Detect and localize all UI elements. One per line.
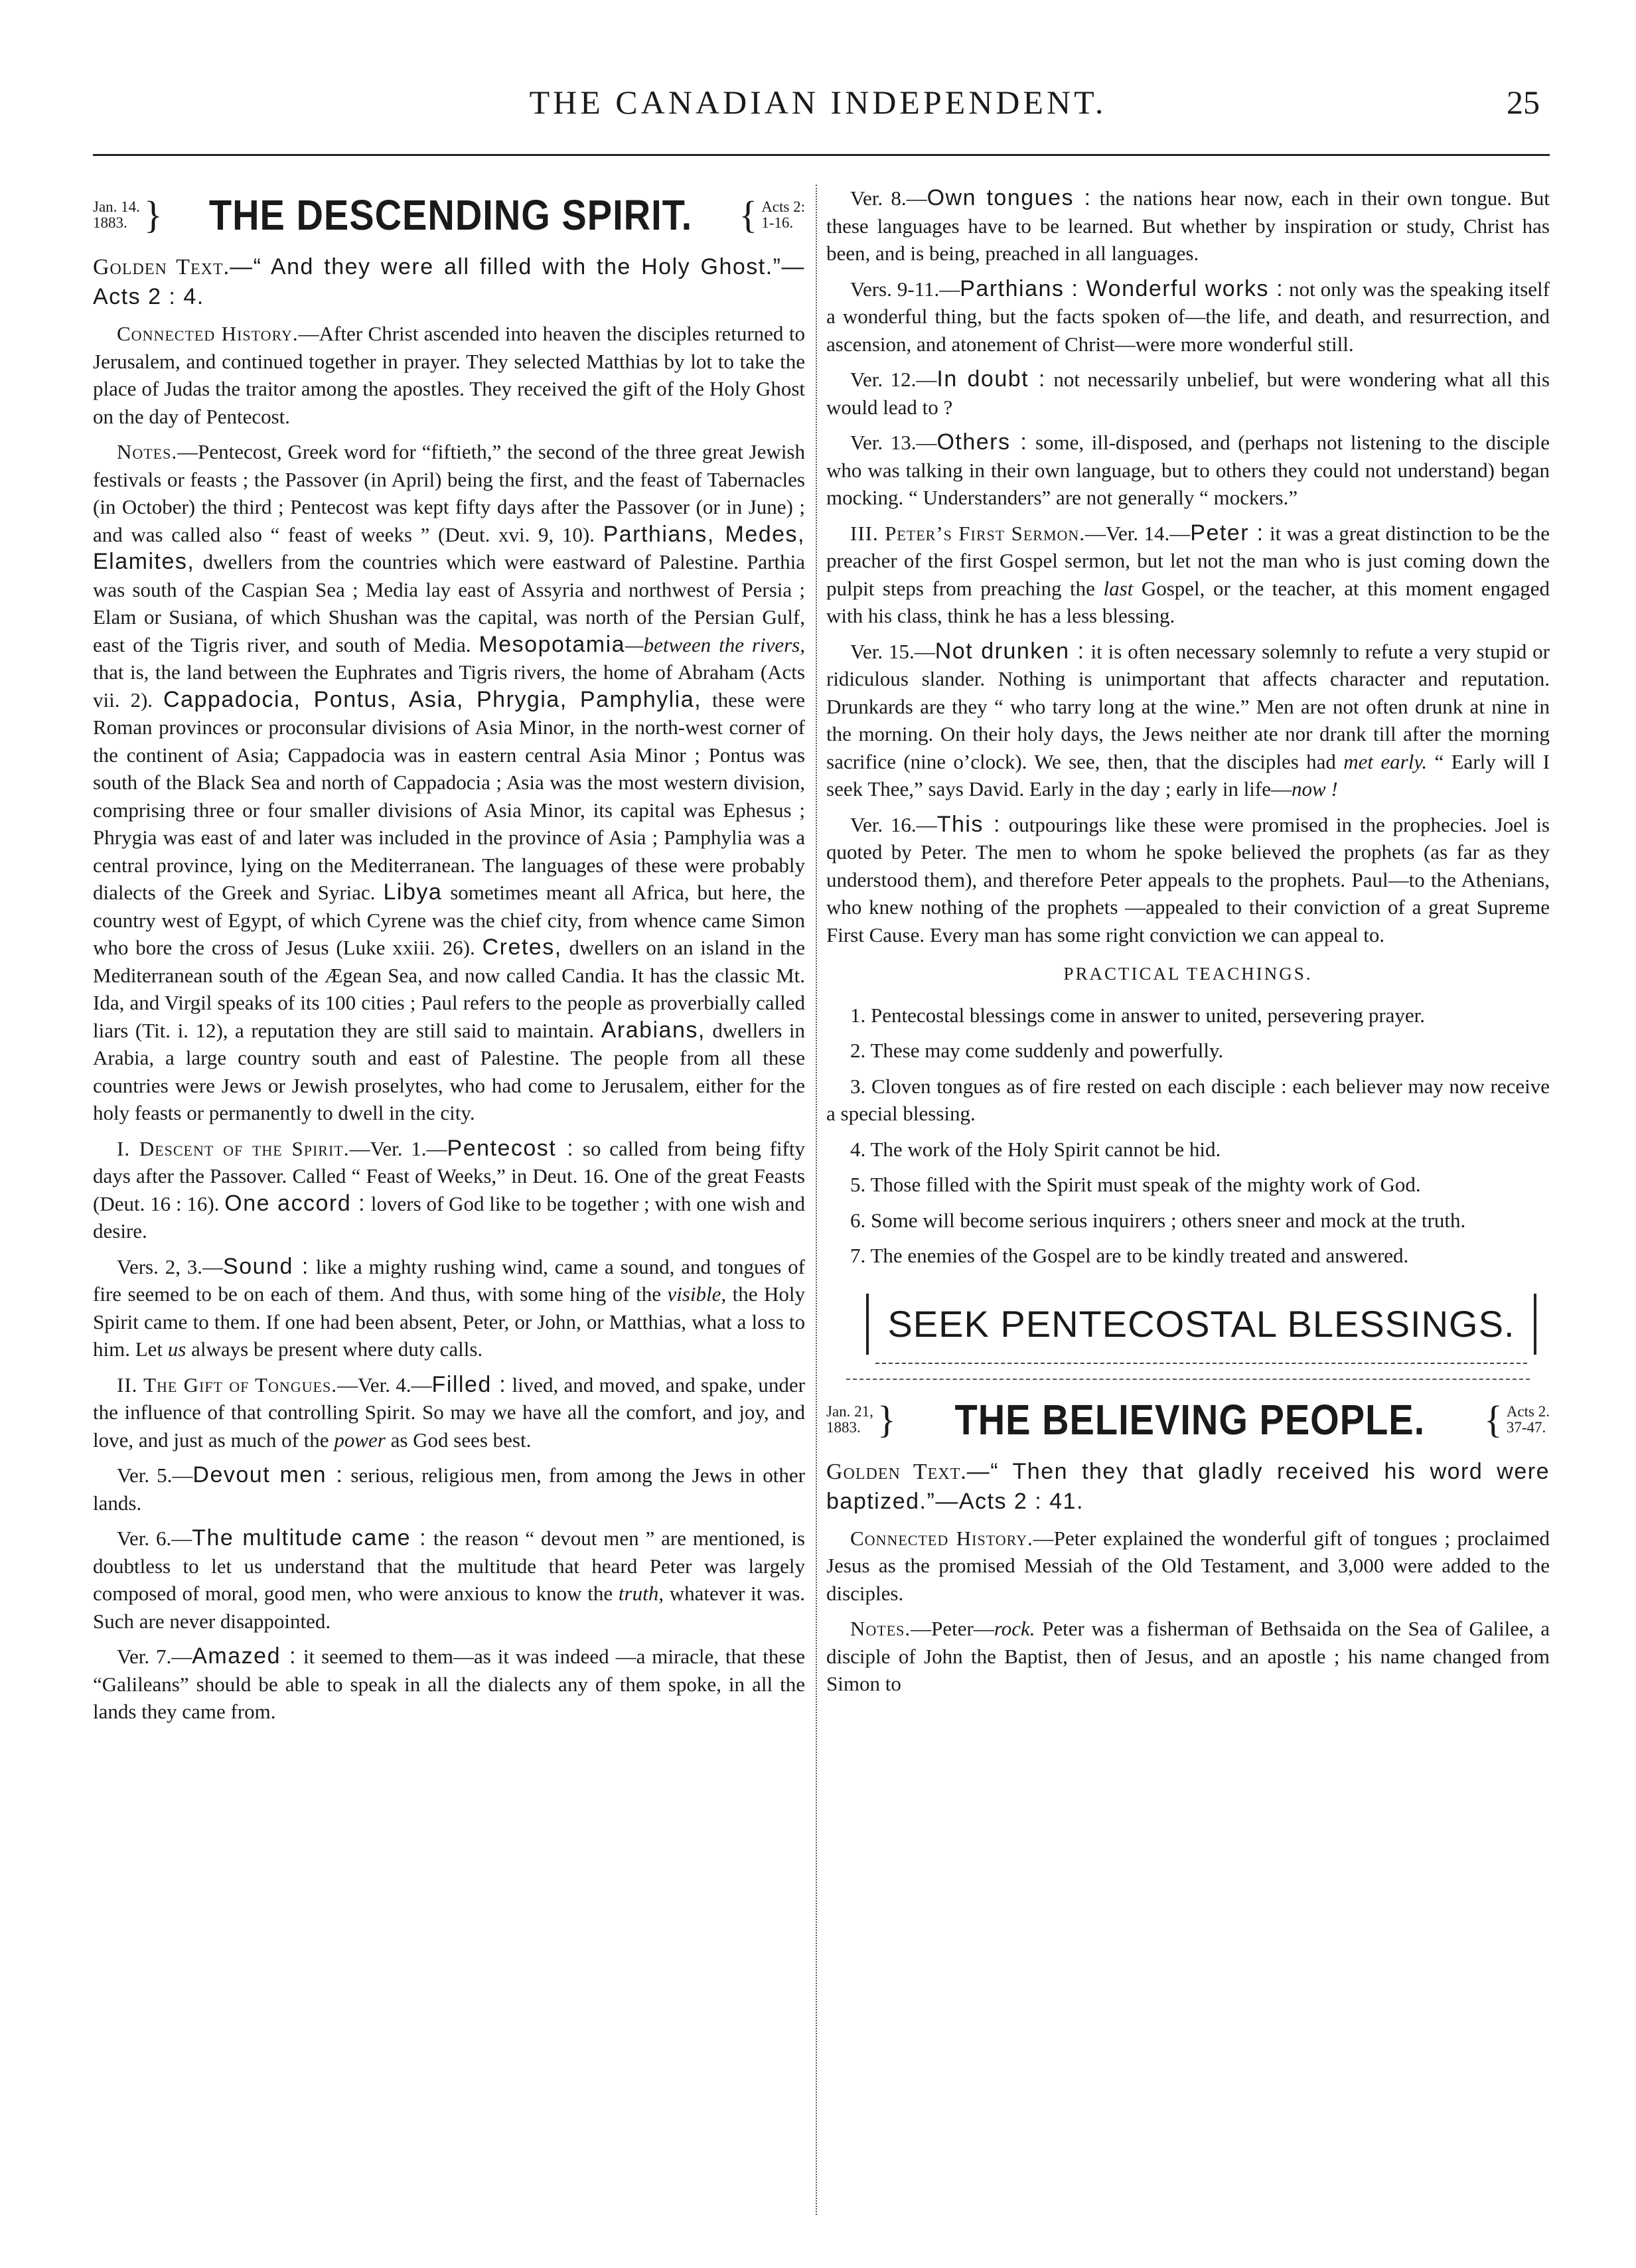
verse-text: not only was the speaking itself a wonderful thing, but the facts spoken of—the life, and death, and resurrection, and ascension, and atonement of Christ—were more wonderful still. [826,277,1550,356]
verse-italic: last [1103,576,1134,600]
verse-ref: Ver. 15.— [850,639,935,663]
left-column [93,185,805,2248]
notes-italic: rock. [994,1617,1035,1640]
section-first-sermon [826,520,1550,630]
verse-text: not necessarily unbelief, but were wondering what all this would lead to ? [826,368,1550,419]
verse-italic: visible, [667,1282,727,1306]
notes-text: Peter was a fisherman of Bethsaida on the Sea of Galilee, a disciple of John the Baptist, then of Jesus, and an apostle ; his name changed from Simon to [826,1617,1550,1695]
lesson-reference [1480,1397,1550,1441]
teaching-item: 1. Pentecostal blessings come in answer to united, persevering prayer. [850,1003,1426,1027]
verse-note [93,1462,805,1517]
verse-text: as God sees best. [385,1428,532,1452]
teaching-item: 4. The work of the Holy Spirit cannot be hid. [850,1137,1221,1161]
running-title: THE CANADIAN INDEPENDENT. [529,84,1107,121]
notes-text: that is, the land between the Euphrates and Tigris rivers, the home of Abraham (Acts vii. 2). [93,660,805,712]
left-brace: { [1483,1397,1503,1441]
right-brace: } [877,1397,896,1441]
running-head [0,83,1636,136]
verse-text: some, ill-disposed, and (perhaps not listening to the disciple who was talking in their own language, but to others they could not understand) began mocking. “ Understanders” are not generally “ mockers.” [826,431,1550,509]
verse-text: it was a great distinction to be the preacher of the first Gospel sermon, but let not the man who is just coming down the pulpit steps from preaching the [826,521,1550,600]
verse-italic: power [334,1428,386,1452]
verse-text: so called from being fifty days after the Passover. Called “ Feast of Weeks,” in Deut. 16. One of the great Feasts (Deut. 16 : 16). [93,1136,805,1215]
lesson-date-month: Jan. 14. [93,198,140,215]
verse-keyword: Parthians : Wonderful works : [960,275,1284,301]
pentecostal-banner: SEEK PENTECOSTAL BLESSINGS. [866,1294,1536,1355]
lesson-title: THE DESCENDING SPIRIT. [208,190,693,239]
lesson-date-year: 1883. [826,1418,861,1436]
notes-text: sometimes meant all Africa, but here, the country west of Egypt, of which Cyrene was the chief city, from whence came Simon who bore the cross of Jesus (Luke xxiii. 26). [93,881,805,959]
left-brace: { [739,193,758,236]
verse-note [826,185,1550,267]
notes-text: these were Roman provinces or proconsular divisions of Asia Minor, in the north-west corner of the continent of Asia; Cappadocia was in eastern central Asia Minor ; Pontus was south of the Black Sea and north of Cappadocia ; Asia was the most western division, comprising three or four smaller divisions of Asia Minor, its capital was Ephesus ; Phrygia was east of and later was included in the province of Asia ; Pamphylia was a central province, lying on the Mediterranean. The languages of these were probably dialects of the Greek and Syriac. [93,688,805,904]
verse-text: lived, and moved, and spake, under the influence of that controlling Spirit. So may we have all the comfort, and joy, and love, and just as much of the [93,1373,805,1452]
verse-ref: —Ver. 4.— [336,1373,432,1397]
lesson-date-year: 1883. [93,214,127,231]
verse-ref: Ver. 6.— [117,1527,192,1550]
section-label: I. Descent of the Spirit. [117,1136,350,1160]
notes-keyword: Arabians, [601,1017,706,1043]
verse-note [826,366,1550,421]
notes-keyword: Cretes, [482,935,562,960]
teaching-item: 2. These may come suddenly and powerfully. [850,1039,1224,1062]
lesson-title: THE BELIEVING PEOPLE. [954,1395,1426,1444]
verse-text: whatever it was. Such are never disappointed. [93,1582,805,1633]
header-rule [93,154,1550,156]
verse-ref: Ver. 5.— [117,1464,193,1487]
verse-note [826,811,1550,949]
verse-note [826,429,1550,512]
connected-history [93,320,805,430]
verse-text: the reason “ devout men ” are mentioned, is doubtless to let us understand that the multitude that heard Peter was largely composed of moral, good men, who were anxious to know the [93,1527,805,1605]
verse-keyword: One accord : [224,1190,366,1216]
verse-keyword: Amazed : [192,1643,297,1669]
right-brace: } [143,193,163,236]
verse-text: it seemed to them—as it was indeed —a miracle, that these “Galileans” should be able to speak in all the dialects any of them spoke, in all the lands they came from. [93,1645,805,1723]
lesson-ref-book: Acts 2. [1506,1402,1550,1420]
verse-ref: —Ver. 14.— [1085,521,1191,545]
teaching-item: 3. Cloven tongues as of fire rested on each disciple : each believer may now receive a special blessing. [826,1074,1550,1125]
notes-text: —Pentecost, Greek word for “fiftieth,” the second of the three great Jewish festivals or feasts ; the Passover (in April) being the first, and the feast of Tabernacles (in October) the third ; Pentecost was kept fifty days after the Passover (or in June) ; and was called also “ feast of weeks ” (Deut. xvi. 9, 10). [93,440,805,546]
verse-note [93,1525,805,1635]
verse-ref: Ver. 12.— [850,368,937,391]
practical-teachings-heading: PRACTICAL TEACHINGS. [1063,964,1313,984]
golden-text [93,252,805,312]
verse-text: like a mighty rushing wind, came a sound, and tongues of fire seemed to be on each of them. And thus, with some hing of the [93,1254,805,1306]
notes-text: dwellers on an island in the Mediterranean south of the Ægean Sea, and now called Candia. It has the classic Mt. Ida, and Virgil speaks of its 100 cities ; Paul refers to the people as proverbially called liars (Tit. i. 12), a reputation they are still said to maintain. [93,936,805,1042]
verse-ref: —Ver. 1.— [349,1136,447,1160]
notes-paragraph [93,438,805,1127]
lesson-ref-verses: 1-16. [761,214,794,231]
verse-note [826,638,1550,803]
lesson-date-month: Jan. 21, [826,1402,873,1420]
section-descent [93,1135,805,1245]
lesson-date [826,1397,900,1441]
notes-text: dwellers in Arabia, a large country south and east of Palestine. The people from all these countries were Jews or Jewish proselytes, who had come to Jerusalem, either for the holy feasts or permanently to dwell in the city. [93,1018,805,1124]
verse-ref: Ver. 8.— [850,187,927,210]
verse-keyword: Not drunken : [934,638,1085,664]
verse-keyword: Filled : [431,1371,507,1397]
lesson-reference [735,193,805,236]
lesson-date [93,193,167,236]
verse-italic: us [167,1337,186,1361]
verse-keyword: In doubt : [936,366,1046,392]
verse-keyword: Pentecost : [447,1135,575,1161]
verse-italic: met early. [1343,749,1428,773]
notes-keyword: Libya [383,879,443,905]
notes-keyword: Mesopotamia [479,631,626,657]
verse-text: outpourings like these were promised in the prophecies. Joel is quoted by Peter. The men to whom he spoke believed the prophets (as far as they understood them), and therefore Peter appeals to the prophets. Paul—to the Athenians, who knew nothing of the prophets —appealed to their conviction of a great Supreme First Cause. Every man has some right conviction we can appeal to. [826,812,1550,946]
notes-label: Notes. [850,1617,911,1640]
verse-keyword: The multitude came : [192,1525,427,1550]
verse-note [93,1643,805,1726]
section-label: II. The Gift of Tongues. [117,1373,337,1397]
connected-history-label: Connected History. [117,322,299,345]
verse-text: the nations hear now, each in their own tongue. But these languages have to be learned. But whether by inspiration or study, Christ has been, and is being, preached in all languages. [826,187,1550,265]
notes-italic: —between the rivers, [625,633,805,656]
verse-text: Gospel, or the teacher, at this moment engaged with his class, think he has a less blessing. [826,576,1550,627]
lesson-heading [93,189,805,242]
teaching-item: 7. The enemies of the Gospel are to be kindly treated and answered. [850,1244,1409,1267]
verse-text: “ Early will I seek Thee,” says David. Early in the day ; early in life— [826,749,1550,800]
golden-text-label: Golden Text. [93,255,230,279]
section-divider [846,1379,1530,1380]
verse-ref: Ver. 7.— [117,1645,192,1668]
verse-keyword: Others : [936,429,1028,455]
notes-text: dwellers from the countries which were eastward of Palestine. Parthia was south of the Caspian Sea ; Media lay east of Assyria and northwest of Persia ; Elam or Susiana, of which Shushan was the capital, was north of the Persian Gulf, east of the Tigris river, and south of Media. [93,550,805,656]
connected-history-label: Connected History. [850,1526,1033,1550]
notes-keyword: Cappadocia, Pontus, Asia, Phrygia, Pamphylia, [163,686,702,712]
golden-text-body: —“ Then they that gladly received his word were baptized.”—Acts 2 : 41. [826,1458,1550,1514]
lesson-ref-book: Acts 2: [761,198,805,215]
verse-ref: Vers. 2, 3.— [117,1254,224,1278]
verse-note [93,1253,805,1363]
connected-history-body: —Peter explained the wonderful gift of tongues ; proclaimed Jesus as the promised Messiah of the Old Testament, and 3,000 were added to the disciples. [826,1526,1550,1605]
right-column [826,185,1550,2248]
verse-keyword: Sound : [223,1253,309,1279]
verse-text: serious, religious men, from among the Jews in other lands. [93,1464,805,1515]
page-number: 25 [1507,84,1540,121]
golden-text-label: Golden Text. [826,1459,967,1484]
verse-note [826,275,1550,358]
verse-text: lovers of God like to be together ; with one wish and desire. [93,1191,805,1243]
verse-keyword: Own tongues : [927,185,1092,210]
notes-label: Notes. [117,440,178,463]
verse-keyword: This : [936,811,1001,837]
notes-paragraph [826,1615,1550,1698]
verse-ref: Vers. 9-11.— [850,277,960,301]
verse-ref: Ver. 13.— [850,431,937,454]
notes-keyword: Parthians, Medes, Elamites, [93,521,805,574]
verse-keyword: Devout men : [192,1462,344,1487]
teaching-item: 6. Some will become serious inquirers ; others sneer and mock at the truth. [850,1208,1466,1232]
connected-history-body: —After Christ ascended into heaven the disciples returned to Jerusalem, and continued together in prayer. They selected Matthias by lot to take the place of Judas the traitor among the apostles. They received the gift of the Holy Ghost on the day of Pentecost. [93,322,805,428]
verse-text: always be present where duty calls. [186,1337,483,1361]
verse-italic: truth, [618,1582,664,1605]
teaching-item: 5. Those filled with the Spirit must speak of the mighty work of God. [850,1173,1421,1196]
section-label: III. Peter’s First Sermon. [850,521,1086,545]
golden-text-body: —“ And they were all filled with the Holy Ghost.”—Acts 2 : 4. [93,254,805,309]
verse-ref: Ver. 16.— [850,812,937,836]
column-divider [816,185,817,2215]
notes-keyword: —Peter— [911,1617,994,1640]
golden-text [826,1457,1550,1517]
verse-italic: now ! [1292,777,1338,800]
verse-text: it is often necessary solemnly to refute a very stupid or ridiculous slander. Nothing is unimportant that affects character and reputation. Drunkards are they “ who tarry long at the wine.” Men are not often drunk at nine in the morning. On their holy days, the Jews neither ate nor drank till after the morning sacrifice (nine o’clock). We see, then, that the disciples had [826,639,1550,773]
verse-keyword: Peter : [1190,520,1264,546]
lesson-heading [826,1393,1550,1446]
connected-history [826,1525,1550,1608]
section-gift-of-tongues [93,1371,805,1454]
lesson-ref-verses: 37-47. [1506,1418,1546,1436]
verse-text: the Holy Spirit came to them. If one had been absent, Peter, or John, or Matthias, what a loss to him. Let [93,1282,805,1361]
